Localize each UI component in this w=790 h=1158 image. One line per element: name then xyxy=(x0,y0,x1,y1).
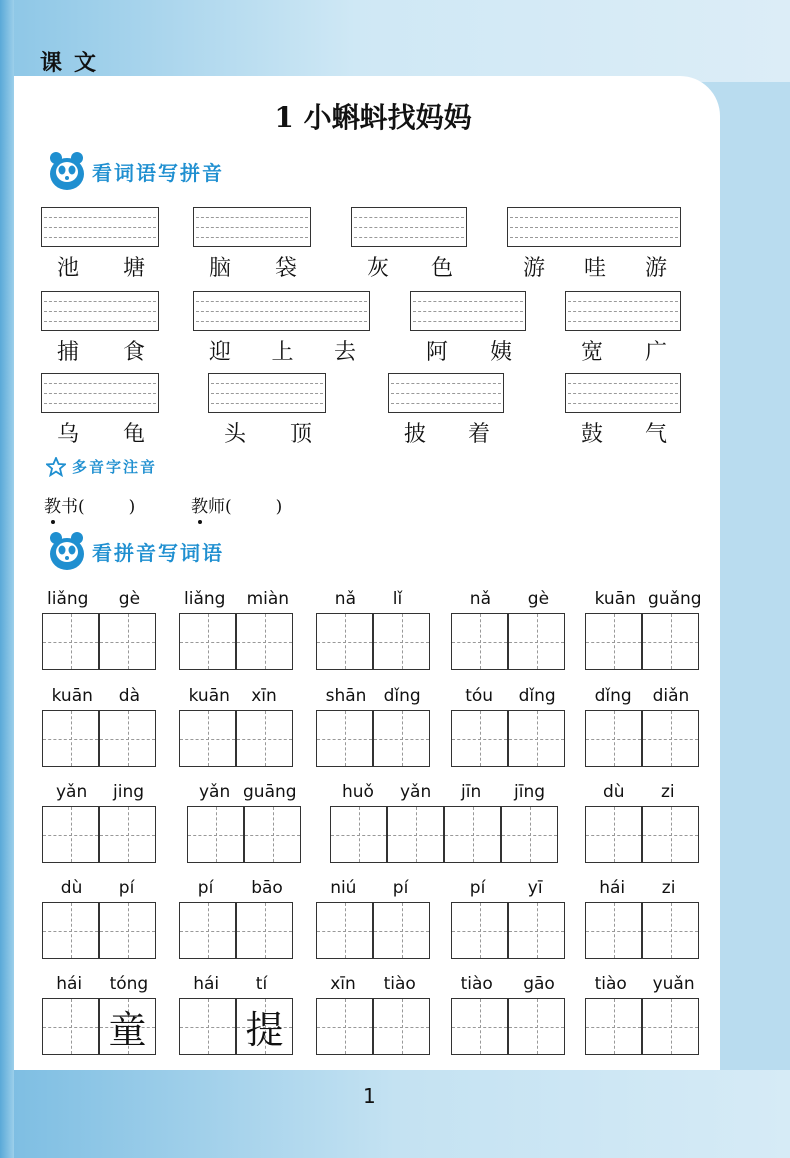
pinyin-syllable: yǎn xyxy=(199,782,231,802)
pinyin-answer-box[interactable] xyxy=(351,207,467,247)
tian-grid-cell[interactable] xyxy=(451,998,508,1055)
lesson-title: 1 小蝌蚪找妈妈 xyxy=(274,101,472,134)
tian-grid-cell[interactable] xyxy=(585,998,642,1055)
guide-line xyxy=(44,321,156,322)
pinyin-syllable: tiào xyxy=(594,974,627,994)
vocab-char: 阿 xyxy=(426,340,449,365)
vocab-char: 池 xyxy=(57,256,80,281)
pinyin-syllable: shān xyxy=(325,686,367,706)
vocab-word xyxy=(581,417,667,448)
guide-line xyxy=(568,383,678,384)
pinyin-syllable: tí xyxy=(255,974,268,994)
paren-close: ) xyxy=(275,497,283,517)
written-character xyxy=(643,903,698,958)
vocab-char: 捕 xyxy=(57,340,80,365)
written-character xyxy=(188,807,243,862)
written-character: 童 xyxy=(108,1008,147,1052)
tian-grid-cell[interactable] xyxy=(236,613,293,670)
pinyin-answer-box[interactable] xyxy=(388,373,504,413)
vocab-char: 气 xyxy=(644,422,667,447)
written-character xyxy=(586,903,641,958)
vocab-char: 色 xyxy=(430,256,453,281)
top-banner xyxy=(0,0,790,82)
pinyin-syllable: hái xyxy=(193,974,220,994)
written-character: 提 xyxy=(245,1008,284,1052)
written-character xyxy=(509,711,564,766)
guide-line xyxy=(413,321,523,322)
written-character xyxy=(452,614,507,669)
vocab-char: 鼓 xyxy=(581,422,604,447)
written-character xyxy=(317,999,372,1054)
section-label: 课文 xyxy=(40,51,109,76)
pinyin-syllable: liǎng xyxy=(184,589,226,609)
vocab-char: 上 xyxy=(271,340,294,365)
tian-grid-cell[interactable] xyxy=(99,902,156,959)
written-character xyxy=(452,711,507,766)
pinyin-syllable: dǐng xyxy=(383,686,421,706)
vocab-word xyxy=(209,251,297,282)
pinyin-syllable: pí xyxy=(118,878,135,898)
guide-line xyxy=(568,321,678,322)
guide-line xyxy=(44,301,156,302)
pinyin-syllable: dà xyxy=(118,686,141,706)
written-character xyxy=(180,614,235,669)
pinyin-answer-box[interactable] xyxy=(565,291,681,331)
pinyin-syllable: dǐng xyxy=(594,686,632,706)
guide-line xyxy=(413,301,523,302)
vocab-char: 披 xyxy=(404,422,427,447)
tian-grid-cell[interactable] xyxy=(179,613,236,670)
tian-grid-cell[interactable] xyxy=(330,806,387,863)
vocab-word xyxy=(57,417,145,448)
tian-grid-cell[interactable] xyxy=(99,710,156,767)
guide-line xyxy=(354,237,464,238)
written-character xyxy=(43,614,98,669)
written-character xyxy=(586,999,641,1054)
tian-grid-cell[interactable] xyxy=(642,806,699,863)
guide-line xyxy=(510,217,678,218)
tian-grid-cell[interactable] xyxy=(508,613,565,670)
tian-grid-cell[interactable] xyxy=(244,806,301,863)
pinyin-syllable: tiào xyxy=(383,974,416,994)
pinyin-answer-box[interactable] xyxy=(41,373,159,413)
pinyin-syllable: yǎn xyxy=(400,782,432,802)
tian-grid-cell[interactable] xyxy=(642,710,699,767)
written-character xyxy=(374,999,429,1054)
tian-grid-cell[interactable] xyxy=(451,710,508,767)
written-character xyxy=(643,711,698,766)
polyphone-item-2 xyxy=(191,492,282,517)
written-character xyxy=(643,614,698,669)
guide-line xyxy=(44,403,156,404)
tian-grid-cell[interactable] xyxy=(642,613,699,670)
pinyin-syllable: lǐ xyxy=(392,589,403,609)
paren-close: ) xyxy=(128,497,136,517)
pinyin-syllable: yuǎn xyxy=(652,974,695,994)
guide-line xyxy=(196,301,367,302)
written-character xyxy=(452,999,507,1054)
panda-icon xyxy=(44,148,90,194)
bottom-banner xyxy=(0,1070,790,1158)
guide-line xyxy=(44,393,156,394)
written-character xyxy=(317,903,372,958)
tian-grid-cell[interactable] xyxy=(508,998,565,1055)
tian-grid-cell[interactable] xyxy=(373,710,430,767)
vocab-char: 食 xyxy=(122,340,145,365)
vocab-char: 塘 xyxy=(122,256,145,281)
tian-grid-cell[interactable] xyxy=(42,902,99,959)
guide-line xyxy=(196,321,367,322)
tian-grid-cell[interactable] xyxy=(316,613,373,670)
guide-line xyxy=(391,393,501,394)
pinyin-syllable: yǎn xyxy=(56,782,88,802)
polyphone-heading xyxy=(46,456,157,477)
polyphone-item-1 xyxy=(44,492,135,517)
written-character xyxy=(374,903,429,958)
guide-line xyxy=(391,383,501,384)
written-character xyxy=(317,711,372,766)
pinyin-answer-box[interactable] xyxy=(410,291,526,331)
pinyin-syllable: tiào xyxy=(460,974,493,994)
left-strip xyxy=(0,0,14,1158)
pinyin-answer-box[interactable] xyxy=(507,207,681,247)
tian-grid-cell[interactable] xyxy=(642,902,699,959)
tian-grid-cell[interactable] xyxy=(316,998,373,1055)
section2-title: 看拼音写词语 xyxy=(92,540,224,565)
written-character xyxy=(237,903,292,958)
pinyin-syllable: kuān xyxy=(188,686,230,706)
tian-grid-cell[interactable] xyxy=(42,613,99,670)
guide-line xyxy=(568,403,678,404)
tian-grid-cell[interactable] xyxy=(179,902,236,959)
guide-line xyxy=(354,227,464,228)
pinyin-syllable: bāo xyxy=(251,878,283,898)
guide-line xyxy=(196,227,308,228)
vocab-word xyxy=(224,417,312,448)
vocab-char: 游 xyxy=(644,256,667,281)
star-icon xyxy=(46,457,66,477)
vocab-word xyxy=(367,251,453,282)
written-character xyxy=(586,711,641,766)
pinyin-syllable: nǎ xyxy=(334,589,356,609)
pinyin-syllable: liǎng xyxy=(47,589,89,609)
written-character xyxy=(237,614,292,669)
written-character xyxy=(180,903,235,958)
tian-grid-cell[interactable] xyxy=(585,710,642,767)
written-character xyxy=(643,807,698,862)
guide-line xyxy=(44,311,156,312)
tian-grid-cell[interactable] xyxy=(501,806,558,863)
pinyin-syllable: pí xyxy=(469,878,486,898)
pinyin-answer-box[interactable] xyxy=(565,373,681,413)
written-character xyxy=(374,711,429,766)
tian-grid-cell[interactable] xyxy=(444,806,501,863)
vocab-word xyxy=(581,335,667,366)
vocab-word xyxy=(426,335,512,366)
guide-line xyxy=(211,393,323,394)
tian-grid-cell[interactable] xyxy=(642,998,699,1055)
pinyin-syllable: guāng xyxy=(243,782,297,802)
written-character xyxy=(43,711,98,766)
written-character xyxy=(43,807,98,862)
written-character xyxy=(180,999,235,1054)
tian-grid-cell[interactable] xyxy=(508,902,565,959)
pinyin-syllable: xīn xyxy=(330,974,356,994)
tian-grid-cell[interactable] xyxy=(99,613,156,670)
paren-open: ( xyxy=(225,497,232,517)
vocab-char: 头 xyxy=(224,422,247,447)
written-character xyxy=(100,807,155,862)
vocab-word xyxy=(404,417,490,448)
vocab-char: 姨 xyxy=(489,340,512,365)
tian-grid-cell[interactable] xyxy=(99,806,156,863)
guide-line xyxy=(44,217,156,218)
vocab-char: 着 xyxy=(467,422,490,447)
guide-line xyxy=(391,403,501,404)
pinyin-syllable: hái xyxy=(56,974,83,994)
pinyin-syllable: tóng xyxy=(109,974,149,994)
pinyin-answer-box[interactable] xyxy=(208,373,326,413)
vocab-char: 乌 xyxy=(57,422,80,447)
pinyin-answer-box[interactable] xyxy=(193,291,370,331)
pinyin-syllable: kuān xyxy=(51,686,93,706)
section1-title: 看词语写拼音 xyxy=(92,160,224,185)
pinyin-syllable: niú xyxy=(330,878,357,898)
tian-grid-cell[interactable] xyxy=(316,710,373,767)
written-character xyxy=(388,807,443,862)
guide-line xyxy=(196,237,308,238)
pinyin-syllable: gè xyxy=(118,589,141,609)
polyphone-title: 多音字注音 xyxy=(72,458,158,476)
written-character xyxy=(237,711,292,766)
vocab-word xyxy=(523,251,667,282)
written-character xyxy=(643,999,698,1054)
written-character xyxy=(374,614,429,669)
pinyin-syllable: huǒ xyxy=(342,782,374,802)
tian-grid-cell[interactable] xyxy=(236,710,293,767)
written-character xyxy=(317,614,372,669)
pinyin-answer-box[interactable] xyxy=(41,291,159,331)
page-number: 1 xyxy=(363,1084,376,1108)
pinyin-syllable: guǎng xyxy=(648,589,702,609)
written-character xyxy=(509,999,564,1054)
pinyin-syllable: nǎ xyxy=(469,589,491,609)
written-character xyxy=(452,903,507,958)
pinyin-answer-box[interactable] xyxy=(193,207,311,247)
written-character xyxy=(100,614,155,669)
tian-grid-cell[interactable] xyxy=(387,806,444,863)
pinyin-syllable: zi xyxy=(661,878,676,898)
guide-line xyxy=(413,311,523,312)
written-character xyxy=(43,999,98,1054)
tian-grid-cell[interactable] xyxy=(236,998,293,1055)
vocab-char: 宽 xyxy=(581,340,604,365)
tian-grid-cell[interactable] xyxy=(508,710,565,767)
pinyin-syllable: hái xyxy=(599,878,626,898)
tian-grid-cell[interactable] xyxy=(187,806,244,863)
vocab-char: 脑 xyxy=(209,256,232,281)
pinyin-syllable: jīng xyxy=(514,782,546,802)
written-character xyxy=(100,711,155,766)
guide-line xyxy=(44,383,156,384)
pinyin-syllable: yī xyxy=(527,878,543,898)
section2-heading xyxy=(44,528,224,574)
polyphone-char: 教 xyxy=(44,497,61,517)
pinyin-syllable: pí xyxy=(392,878,409,898)
tian-grid-cell[interactable] xyxy=(373,613,430,670)
vocab-word xyxy=(57,335,145,366)
polyphone-char: 教 xyxy=(191,497,208,517)
pinyin-syllable: pí xyxy=(197,878,214,898)
tian-grid-cell[interactable] xyxy=(179,998,236,1055)
pinyin-syllable: gāo xyxy=(523,974,555,994)
written-character xyxy=(586,614,641,669)
vocab-char: 迎 xyxy=(209,340,232,365)
pinyin-syllable: jing xyxy=(113,782,145,802)
vocab-word xyxy=(57,251,145,282)
vocab-char: 去 xyxy=(333,340,356,365)
pinyin-syllable: zi xyxy=(661,782,675,802)
tian-grid-cell[interactable] xyxy=(42,710,99,767)
pinyin-syllable: kuān xyxy=(594,589,636,609)
panda-icon xyxy=(44,528,90,574)
written-character xyxy=(502,807,557,862)
guide-line xyxy=(211,383,323,384)
written-character xyxy=(180,711,235,766)
vocab-char: 龟 xyxy=(122,422,145,447)
written-character xyxy=(331,807,386,862)
tian-grid-cell[interactable] xyxy=(451,613,508,670)
written-character xyxy=(586,807,641,862)
vocab-char: 灰 xyxy=(367,256,390,281)
vocab-char: 广 xyxy=(644,340,667,365)
tian-grid-cell[interactable] xyxy=(373,998,430,1055)
pinyin-syllable: dǐng xyxy=(518,686,556,706)
guide-line xyxy=(44,227,156,228)
section1-heading xyxy=(44,148,224,194)
vocab-char: 顶 xyxy=(289,422,312,447)
tian-grid-cell[interactable] xyxy=(42,998,99,1055)
guide-line xyxy=(354,217,464,218)
pinyin-syllable: dù xyxy=(60,878,83,898)
guide-line xyxy=(211,403,323,404)
guide-line xyxy=(568,393,678,394)
guide-line xyxy=(510,227,678,228)
tian-grid-cell[interactable] xyxy=(316,902,373,959)
vocab-char: 游 xyxy=(523,256,546,281)
pinyin-syllable: dù xyxy=(603,782,625,802)
pinyin-syllable: gè xyxy=(527,589,550,609)
vocab-word xyxy=(209,335,356,366)
tian-grid-cell[interactable] xyxy=(451,902,508,959)
written-character xyxy=(245,807,300,862)
guide-line xyxy=(196,311,367,312)
tian-grid-cell[interactable] xyxy=(585,613,642,670)
polyphone-char: 师 xyxy=(208,497,225,517)
pinyin-syllable: jīn xyxy=(461,782,482,802)
paren-open: ( xyxy=(78,497,85,517)
polyphone-char: 书 xyxy=(61,497,78,517)
tian-grid-cell[interactable] xyxy=(585,806,642,863)
tian-grid-cell[interactable] xyxy=(236,902,293,959)
vocab-char: 袋 xyxy=(274,256,297,281)
pinyin-syllable: miàn xyxy=(246,589,290,609)
pinyin-answer-box[interactable] xyxy=(41,207,159,247)
pinyin-syllable: xīn xyxy=(251,686,277,706)
tian-grid-cell[interactable] xyxy=(179,710,236,767)
tian-grid-cell[interactable] xyxy=(99,998,156,1055)
pinyin-syllable: diǎn xyxy=(652,686,690,706)
written-character xyxy=(100,903,155,958)
vocab-char: 哇 xyxy=(583,256,606,281)
tian-grid-cell[interactable] xyxy=(373,902,430,959)
pinyin-syllable: tóu xyxy=(465,686,494,706)
tian-grid-cell[interactable] xyxy=(42,806,99,863)
tian-grid-cell[interactable] xyxy=(585,902,642,959)
guide-line xyxy=(568,311,678,312)
written-character xyxy=(43,903,98,958)
guide-line xyxy=(568,301,678,302)
written-character xyxy=(445,807,500,862)
guide-line xyxy=(510,237,678,238)
guide-line xyxy=(196,217,308,218)
guide-line xyxy=(44,237,156,238)
written-character xyxy=(509,903,564,958)
written-character xyxy=(509,614,564,669)
